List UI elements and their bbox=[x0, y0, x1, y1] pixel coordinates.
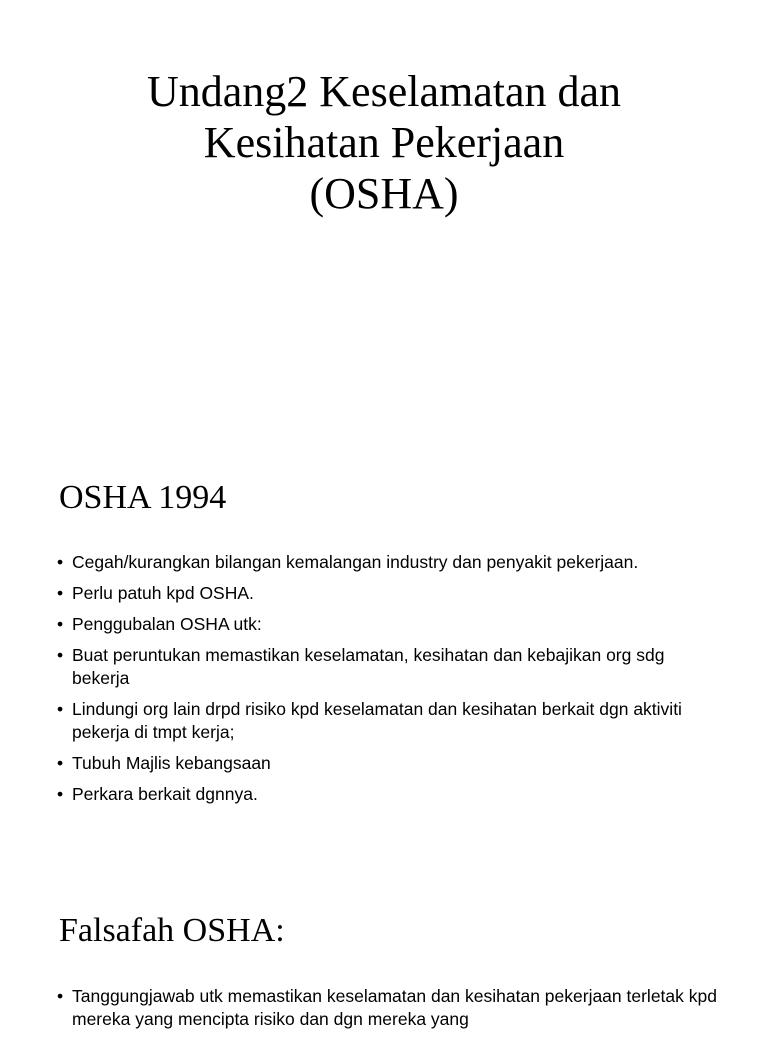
bullet-icon: • bbox=[57, 552, 64, 572]
bullet-icon: • bbox=[57, 645, 64, 665]
title-line-1: Undang2 Keselamatan dan bbox=[146, 67, 622, 116]
bullet-icon: • bbox=[57, 986, 64, 1006]
list-item-text: Tanggungjawab utk memastikan keselamatan dan kesihatan pekerjaan terletak kpd mereka yang mencipta risiko dan dgn mereka yang bbox=[72, 986, 717, 1029]
bullet-icon: • bbox=[57, 699, 64, 719]
falsafah-osha-bullet-list bbox=[57, 985, 717, 1039]
list-item bbox=[57, 551, 717, 574]
section-heading-falsafah-osha: Falsafah OSHA: bbox=[59, 912, 285, 949]
list-item bbox=[57, 613, 717, 636]
title-line-2: Kesihatan Pekerjaan bbox=[203, 118, 565, 167]
bullet-icon: • bbox=[57, 614, 64, 634]
list-item bbox=[57, 644, 717, 690]
list-item-text: Cegah/kurangkan bilangan kemalangan industry dan penyakit pekerjaan. bbox=[72, 552, 639, 572]
list-item bbox=[57, 752, 717, 775]
list-item bbox=[57, 582, 717, 605]
bullet-icon: • bbox=[57, 753, 64, 773]
section-heading-osha-1994: OSHA 1994 bbox=[59, 479, 227, 516]
list-item bbox=[57, 783, 717, 806]
list-item-text: Lindungi org lain drpd risiko kpd keselamatan dan kesihatan berkait dgn aktiviti pekerja di tmpt kerja; bbox=[72, 699, 682, 742]
list-item-text: Perlu patuh kpd OSHA. bbox=[72, 583, 254, 603]
bullet-icon: • bbox=[57, 583, 64, 603]
list-item-text: Tubuh Majlis kebangsaan bbox=[72, 753, 271, 773]
osha-1994-bullet-list bbox=[57, 551, 717, 814]
list-item-text: Perkara berkait dgnnya. bbox=[72, 784, 258, 804]
list-item-text: Penggubalan OSHA utk: bbox=[72, 614, 262, 634]
list-item bbox=[57, 985, 717, 1031]
bullet-icon: • bbox=[57, 784, 64, 804]
slide-title bbox=[0, 66, 768, 219]
title-line-3: (OSHA) bbox=[309, 169, 459, 218]
list-item bbox=[57, 698, 717, 744]
list-item-text: Buat peruntukan memastikan keselamatan, kesihatan dan kebajikan org sdg bekerja bbox=[72, 645, 665, 688]
